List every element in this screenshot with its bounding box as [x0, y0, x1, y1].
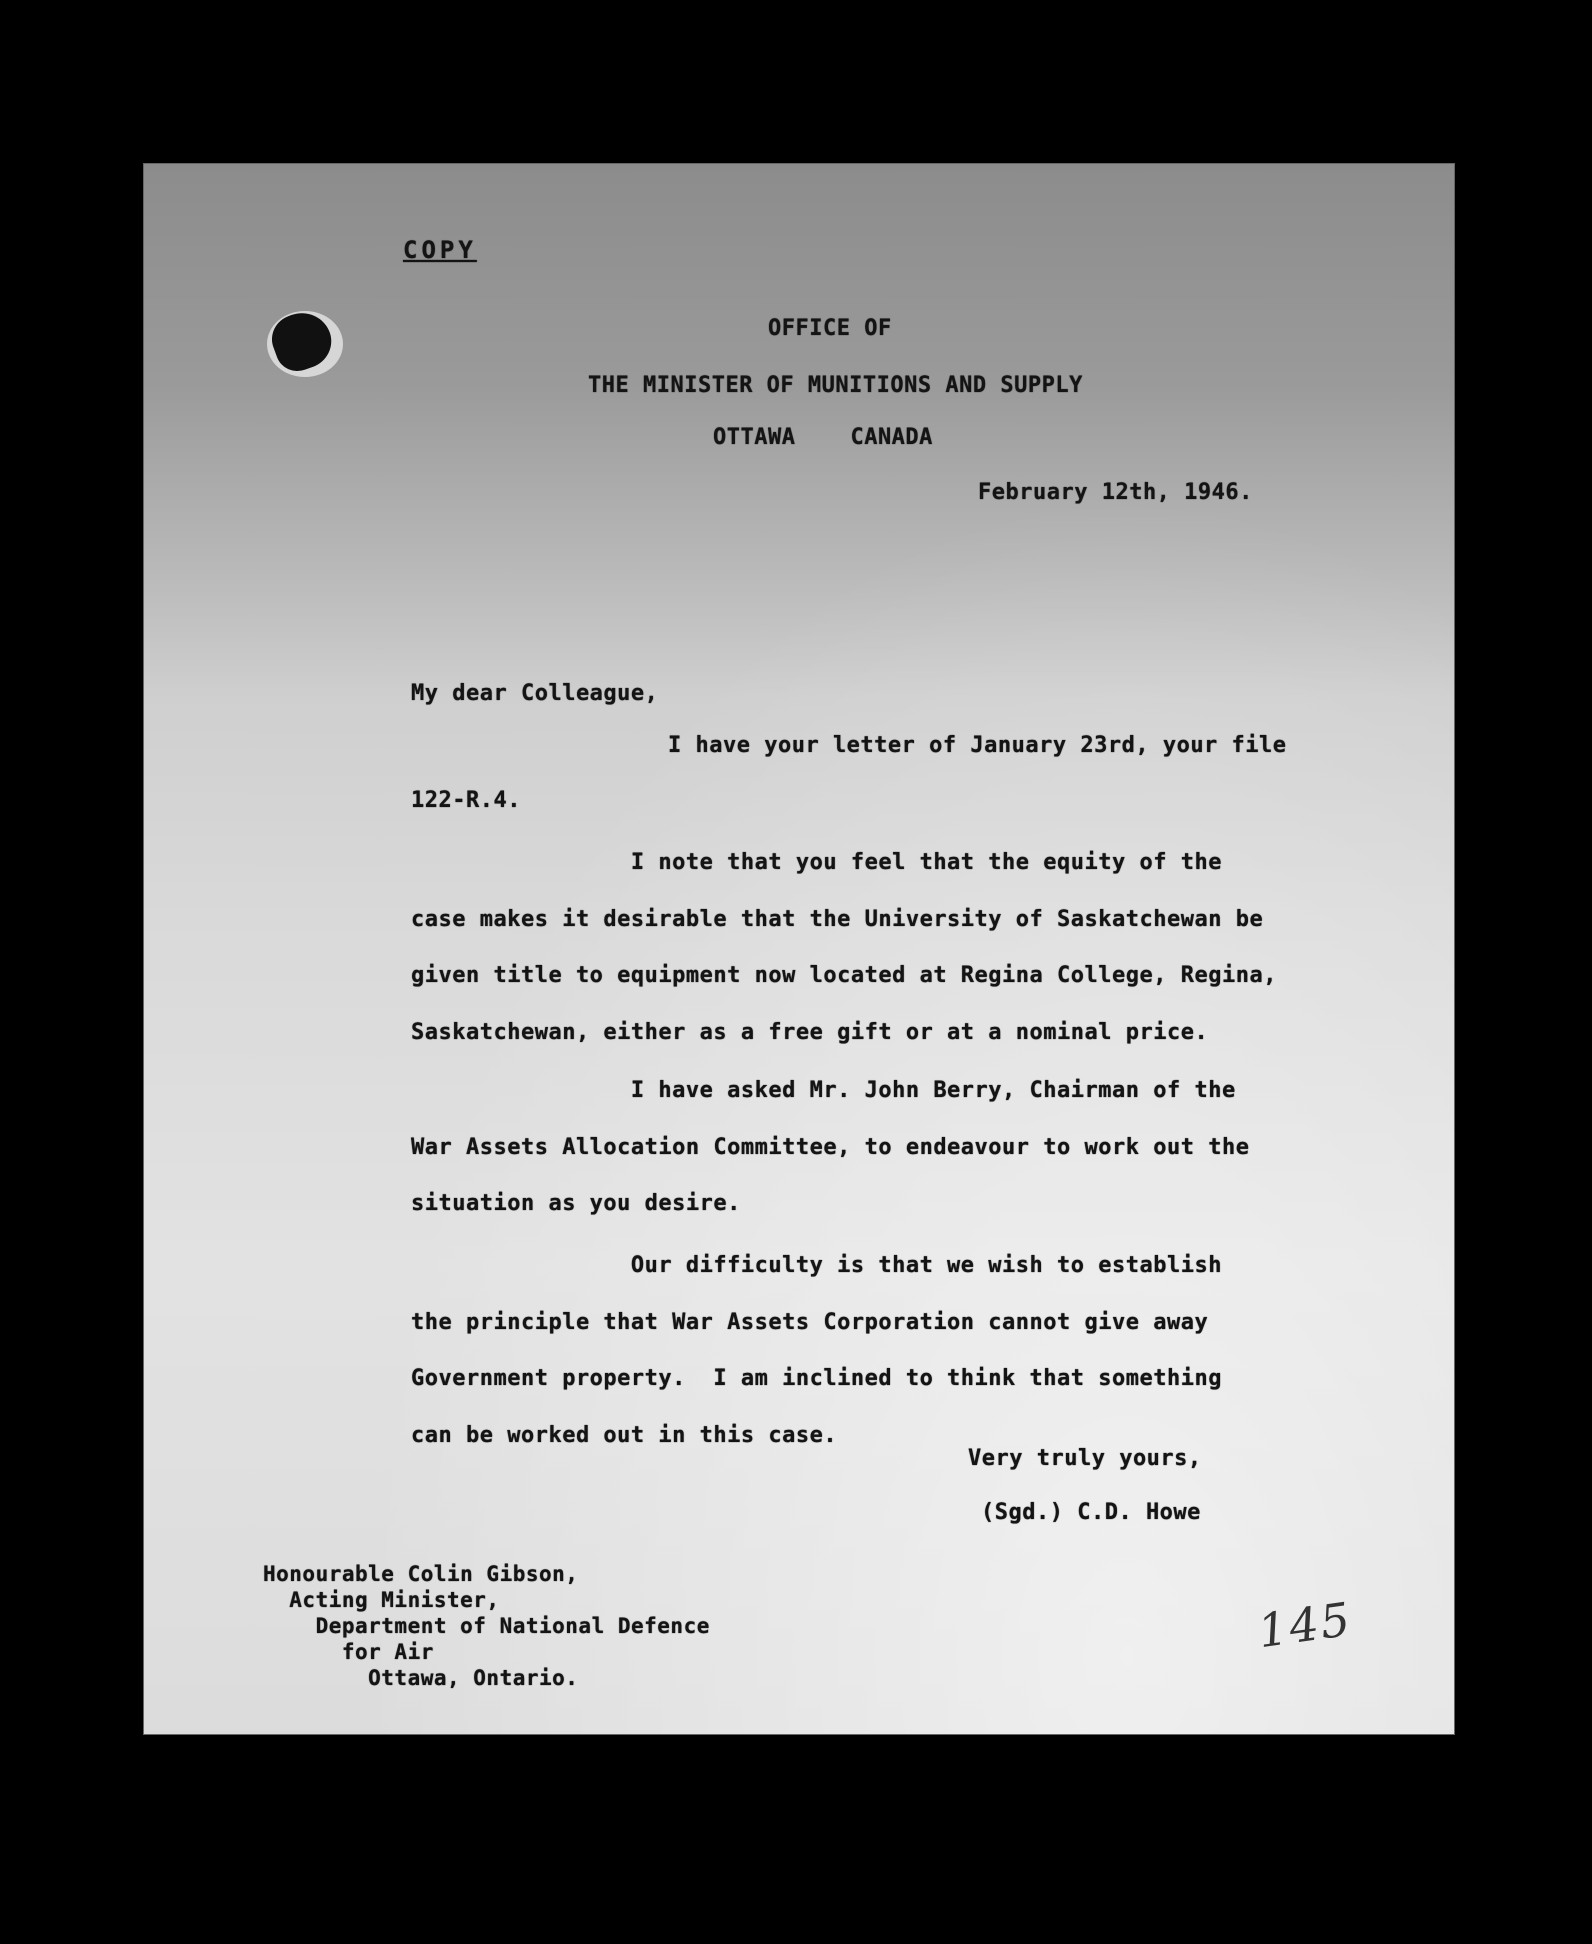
salutation: My dear Colleague,: [411, 681, 659, 706]
paragraph-2: I note that you feel that the equity of the case makes it desirable that the University of Saskatchewan be given title to equipment now located at Regina College, Regina, Saskatchewan, either as a free gift or at a nominal price.: [411, 850, 1277, 1045]
signature: (Sgd.) C.D. Howe: [981, 1500, 1201, 1525]
letterhead-office: OFFICE OF: [768, 316, 892, 341]
closing: Very truly yours,: [968, 1446, 1202, 1471]
letterhead-location: OTTAWA CANADA: [713, 425, 933, 450]
copy-mark: COPY: [403, 236, 477, 264]
handwritten-page-number: 145: [1254, 1591, 1356, 1659]
paragraph-4: Our difficulty is that we wish to establish the principle that War Assets Corporation cannot give away Government property. I am inclined to think that something can be worked out in this case.: [411, 1253, 1222, 1448]
paragraph-3: I have asked Mr. John Berry, Chairman of the War Assets Allocation Committee, to endeavour to work out the situation as you desire.: [411, 1078, 1250, 1216]
letter-date: February 12th, 1946.: [978, 480, 1253, 505]
paragraph-1-first-line: I have your letter of January 23rd, your file: [668, 733, 1287, 758]
recipient-address: Honourable Colin Gibson, Acting Minister, Department of National Defence for Air Ottawa, Ontario.: [263, 1562, 710, 1690]
paragraph-1-file-ref: 122-R.4.: [411, 788, 521, 813]
letter-page: [143, 163, 1455, 1735]
letterhead-minister: THE MINISTER OF MUNITIONS AND SUPPLY: [588, 373, 1083, 398]
